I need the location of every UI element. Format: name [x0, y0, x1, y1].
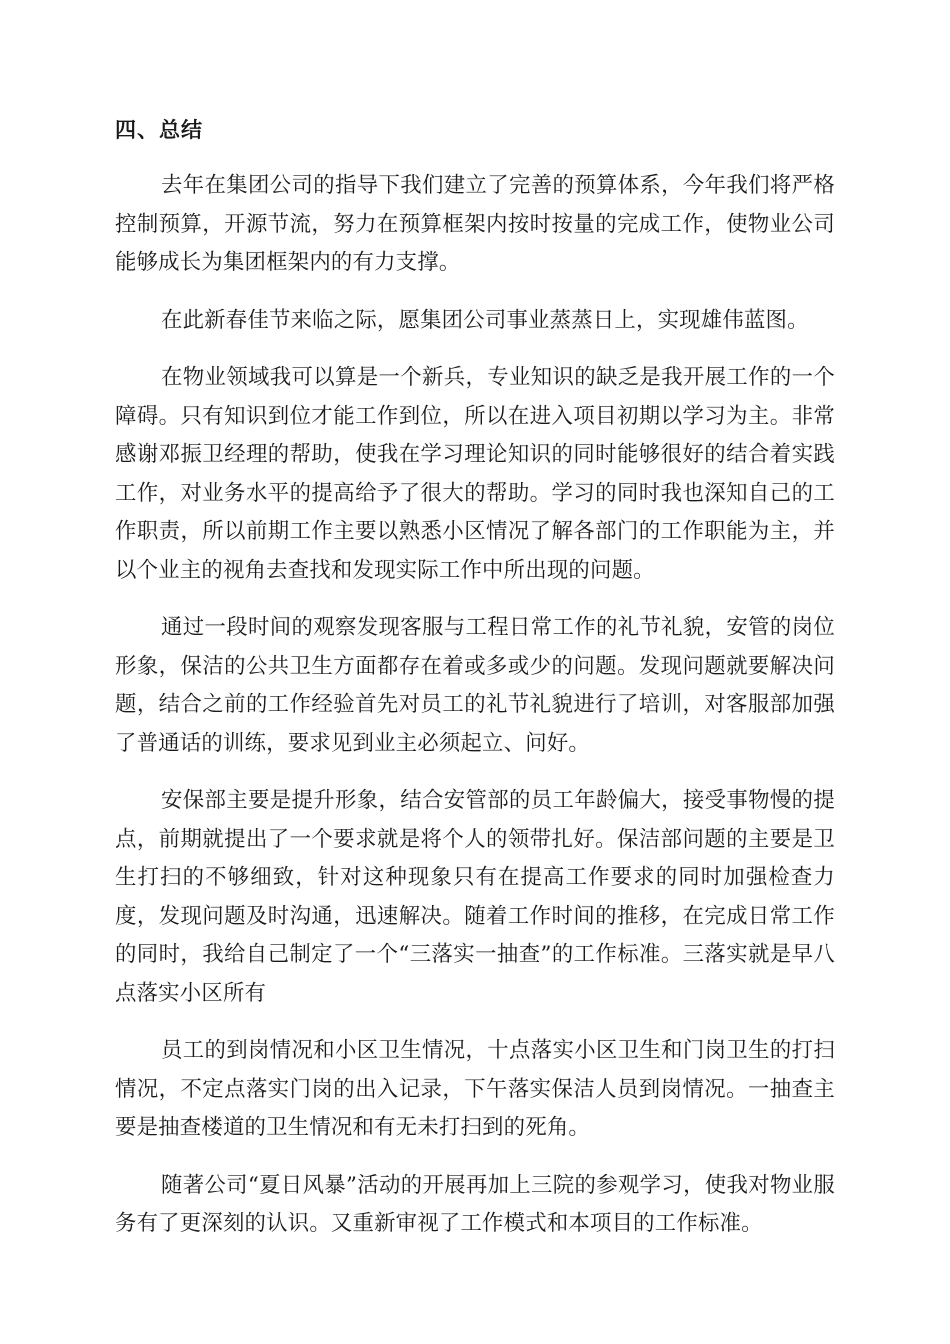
paragraph-inspection: 员工的到岗情况和小区卫生情况，十点落实小区卫生和门岗卫生的打扫情况，不定点落实门岗的出入记录，下午落实保洁人员到岗情况。一抽查主要是抽查楼道的卫生情况和有无未打扫到的死角。: [115, 1038, 835, 1140]
document-body: [115, 112, 835, 1263]
paragraph-learning: 在物业领域我可以算是一个新兵，专业知识的缺乏是我开展工作的一个障碍。只有知识到位才能工作到位，所以在进入项目初期以学习为主。非常感谢邓振卫经理的帮助，使我在学习理论知识的同时能够很好的结合着实践工作，对业务水平的提高给予了很大的帮助。学习的同时我也深知自己的工作职责，所以前期工作主要以熟悉小区情况了解各部门的工作职能为主，并以个业主的视角去查找和发现实际工作中所出现的问题。: [115, 365, 835, 583]
paragraph-summer-storm: 随著公司“夏日风暴”活动的开展再加上三院的参观学习，使我对物业服务有了更深刻的认识。又重新审视了工作模式和本项目的工作标准。: [115, 1172, 835, 1236]
paragraph-budget: 去年在集团公司的指导下我们建立了完善的预算体系，今年我们将严格控制预算，开源节流，努力在预算框架内按时按量的完成工作，使物业公司能够成长为集团框架内的有力支撑。: [115, 173, 835, 275]
section-heading: 四、总结: [115, 118, 203, 142]
paragraph-security-cleaning: 安保部主要是提升形象，结合安管部的员工年龄偏大，接受事物慢的提点，前期就提出了一个要求就是将个人的领带扎好。保洁部问题的主要是卫生打扫的不够细致，针对这种现象只有在提高工作要求的同时加强检查力度，发现问题及时沟通，迅速解决。随着工作时间的推移，在完成日常工作的同时，我给自己制定了一个“三落实一抽查”的工作标准。三落实就是早八点落实小区所有: [115, 788, 835, 1006]
paragraph-new-year-wish: 在此新春佳节来临之际，愿集团公司事业蒸蒸日上，实现雄伟蓝图。: [161, 307, 809, 333]
paragraph-observation: 通过一段时间的观察发现客服与工程日常工作的礼节礼貌，安管的岗位形象，保洁的公共卫生方面都存在着或多或少的问题。发现问题就要解决问题，结合之前的工作经验首先对员工的礼节礼貌进行了培训，对客服部加强了普通话的训练，要求见到业主必须起立、问好。: [115, 615, 835, 756]
